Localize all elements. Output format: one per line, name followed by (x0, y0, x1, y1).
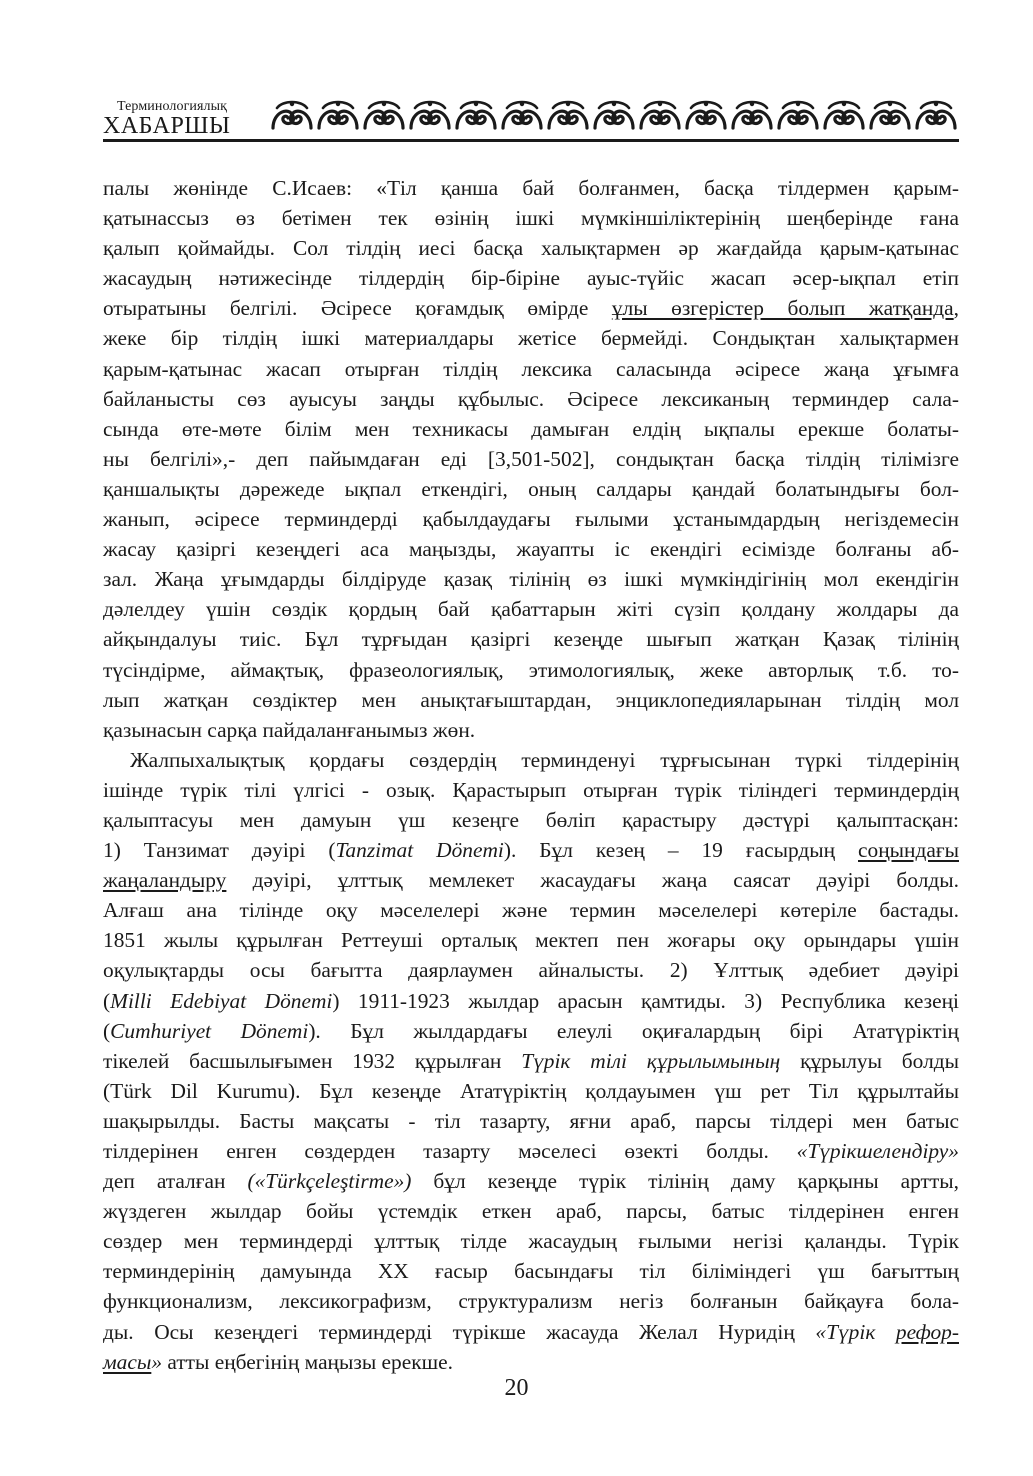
text-run: атты еңбегінің маңызы ерекше. (162, 1349, 453, 1374)
italic-text: » (151, 1349, 163, 1374)
text-line: Жалпыхалықтық қордағы сөздердің терминденуі тұрғысынан түркі тілдерінің (130, 747, 959, 772)
text-run: ) 1911-1923 жылдар арасын қамтиды. 3) Республика кезеңі (332, 988, 959, 1013)
text-line (103, 1016, 959, 1046)
text-line: қарым-қатынас жасап отырған тілдің лексика саласында әсіресе жаңа ұғымға (103, 356, 959, 381)
text-line: функционализм, лексикографизм, структурализм негіз болғанын байқауға бола- (103, 1289, 959, 1314)
text-run: тілдерінен енген сөздерден тазарту мәселесі өзекті болды. (103, 1139, 797, 1163)
italic-text: Түрік тілі құрылымының (521, 1048, 781, 1073)
underlined-text: соңындағы (858, 838, 959, 863)
italic-text: «Түрікшелендіру» (796, 1139, 959, 1163)
body-text (103, 173, 959, 1377)
text-line (103, 835, 959, 865)
underlined-text: жаңаландыру (103, 868, 227, 893)
text-line: жүздеген жылдар бойы үстемдік еткен араб, парсы, батыс тілдерінен енген (103, 1199, 959, 1224)
text-line (103, 1046, 959, 1076)
text-line (103, 1347, 959, 1377)
text-line: қалып қоймайды. Сол тілдің иесі басқа халықтармен әр жағдайда қарым-қатынас (103, 236, 959, 261)
ornament-band-icon (269, 98, 959, 134)
text-line: жанып, әсіресе терминдерді қабылдаудағы ғылыми ұстанымдардың негіздемесін (103, 507, 959, 532)
text-run: ). Бұл жылдардағы елеулі оқиғалардың бірі Ататүріктің (308, 1018, 959, 1043)
text-line: сөздер мен терминдерді ұлттық тілде жасаудың ғылыми негізі қаланды. Түрік (103, 1229, 959, 1254)
text-line: түсіндірме, аймақтық, фразеологиялық, этимологиялық, жеке авторлық т.б. то- (103, 657, 959, 682)
text-run: ды. Осы кезеңдегі терминдерді түрікше жасауда Желал Нуридің (103, 1319, 816, 1344)
text-line: жеке бір тілдің ішкі материалдары жетісе бермейді. Сондықтан халықтармен (103, 326, 959, 351)
underlined-italic-text: масы (103, 1349, 152, 1374)
text-line: Алғаш ана тілінде оқу мәселелері және термин мәселелері көтеріле бастады. (103, 898, 959, 923)
text-line: байланысты сөз ауысуы заңды құбылыс. Әсіресе лексиканың терминдер сала- (103, 386, 959, 411)
text-run: ). Бұл кезең – 19 ғасырдың (503, 838, 859, 863)
header-rule (103, 139, 959, 142)
text-line: ішінде түрік тілі үлгісі - озық. Қарастырып отырған түрік тіліндегі терминдердің (103, 777, 959, 802)
text-line: сында өте-мөте білім мен техникасы дамыған елдің ықпалы ерекше болаты- (103, 416, 959, 441)
text-line: оқулықтарды осы бағытта даярлаумен айналысты. 2) Ұлттық әдебиет дәуірі (103, 958, 959, 983)
journal-title-line2: ХАБАРШЫ (103, 113, 231, 139)
text-run: құрылуы болды (780, 1048, 959, 1073)
text-line (103, 1136, 959, 1166)
text-line (103, 1166, 959, 1196)
underlined-text: ұлы өзгерістер болып жатқанда (611, 296, 954, 321)
text-line (103, 1317, 959, 1347)
page-number: 20 (504, 1375, 529, 1401)
text-line: (Türk Dil Kurumu). Бұл кезеңде Ататүріктің қолдауымен үш рет Тіл құрылтайы (103, 1078, 959, 1103)
text-line: қазынасын сарқа пайдаланғанымыз жөн. (103, 717, 476, 742)
text-run: ( (103, 988, 111, 1013)
text-line (103, 986, 959, 1016)
running-header (103, 92, 959, 142)
italic-text: («Türkçeleştirme») (247, 1169, 412, 1194)
text-run: деп аталған (103, 1169, 248, 1194)
text-run: дәуірі, ұлттық мемлекет жасаудағы жаңа саясат дәуірі болды. (226, 868, 959, 893)
text-line: лып жатқан сөздіктер мен анықтағыштардан, энциклопедияларынан тілдің мол (103, 687, 959, 712)
text-line (103, 293, 959, 323)
text-run: , (953, 296, 959, 321)
text-line: палы жөнінде С.Исаев: «Тіл қанша бай болғанмен, басқа тілдермен қарым- (103, 176, 959, 200)
text-run: тікелей басшылығымен 1932 құрылған (103, 1048, 522, 1073)
text-line: терминдерінің дамуында ХХ ғасыр басындағы тіл біліміндегі үш бағыттың (103, 1259, 959, 1284)
text-line: дәлелдеу үшін сөздік қордың бай қабаттарын жіті сүзіп қолдану жолдары да (103, 597, 959, 622)
text-line: қалыптасуы мен дамуын үш кезеңге бөліп қарастыру дәстүрі қалыптасқан: (103, 807, 959, 832)
text-run: отыратыны белгілі. Әсіресе қоғамдық өмірде (103, 296, 612, 321)
text-line (103, 865, 959, 895)
text-line: жасау қазіргі кезеңдегі аса маңызды, жауапты іс екендігі есімізде болғаны аб- (103, 537, 959, 562)
italic-text: «Түрік (815, 1319, 896, 1344)
text-line: 1851 жылы құрылған Реттеуші орталық мектеп пен жоғары оқу орындары үшін (103, 928, 959, 953)
text-line: айқындалуы тиіс. Бұл тұрғыдан қазіргі кезеңде шығып жатқан Қазақ тілінің (103, 627, 959, 652)
text-line: қаншалықты дәрежеде ықпал еткендігі, оның салдары қандай болатындығы бол- (103, 476, 959, 501)
text-line: қатынассыз өз бетімен тек өзінің ішкі мүмкіншіліктерінің шеңберінде ғана (103, 206, 959, 231)
text-line: зал. Жаңа ұғымдарды білдіруде қазақ тілінің өз ішкі мүмкіндігінің мол екендігін (103, 567, 959, 592)
text-run: бұл кезеңде түрік тілінің даму қарқыны артты, (411, 1169, 959, 1194)
italic-text: Milli Edebiyat Dönemi (110, 988, 333, 1013)
text-line: ны белгілі»,- деп пайымдаған еді [3,501-502], сондықтан басқа тілдің тілімізге (103, 446, 959, 471)
italic-text: Cumhuriyet Dönemi (110, 1018, 309, 1043)
italic-text: Tanzimat Dönemi (335, 838, 504, 863)
underlined-italic-text: рефор- (895, 1319, 959, 1344)
text-run: ( (103, 1018, 111, 1043)
text-line: жасаудың нәтижесінде тілдердің бір-біріне ауыс-түйіс жасап әсер-ықпал етіп (103, 266, 959, 291)
text-run: 1) Танзимат дәуірі ( (103, 838, 336, 863)
journal-title-line1: Терминологиялық (117, 99, 228, 114)
text-line: шақырылды. Басты мақсаты - тіл тазарту, яғни араб, парсы тілдері мен батыс (103, 1108, 959, 1133)
